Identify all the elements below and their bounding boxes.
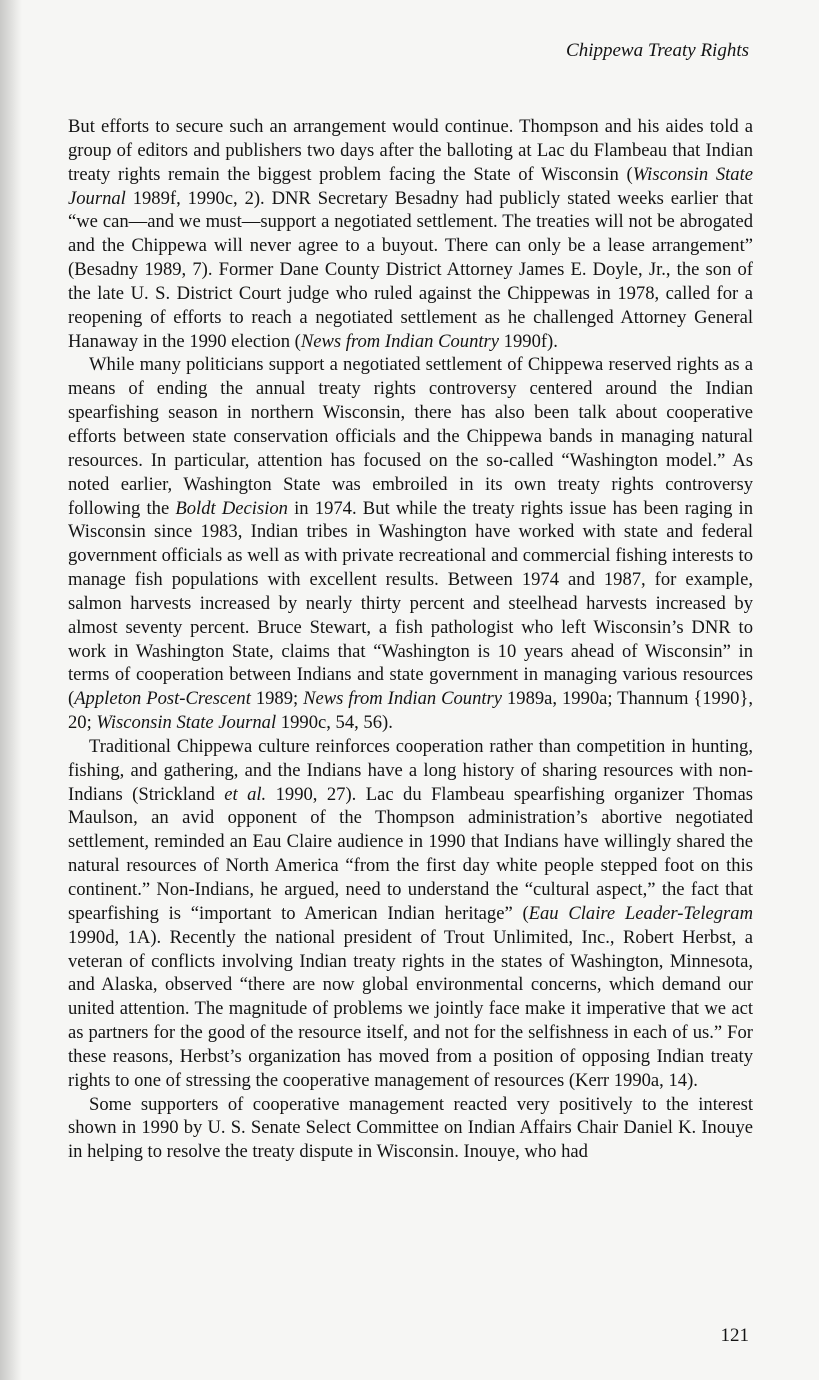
text-run: 1989a, 1990a; Thannum {1990}, 20; [68, 688, 754, 734]
italic-citation: News from Indian Country [300, 330, 500, 352]
italic-citation: Boldt Decision [175, 497, 288, 519]
paragraph [68, 353, 753, 735]
italic-citation: et al. [224, 783, 267, 805]
text-run: 1989f, 1990c, 2). DNR Secretary Besadny had publicly stated weeks earlier that “we can—and we must—support a negotiated settlement. The treaties will not be abrogated and the Chippewa will never agree to a buyout. There can only be a lease arrangement” (Besadny 1989, 7). Former Dane County District Attorney James E. Doyle, Jr., the son of the late U. S. District Court judge who ruled against the Chippewas in 1978, called for a reopening of efforts to reach a negotiated settlement as he challenged Attorney General Hanaway in the 1990 election ( [68, 187, 753, 352]
text-run: 1990, 27). Lac du Flambeau spearfishing organizer Thomas Maulson, an avid opponent of the Thompson administration’s abortive negotiated settlement, reminded an Eau Claire audience in 1990 that Indians have willingly shared the natural resources of North America “from the first day white people stepped foot on this continent.” Non-Indians, he argued, need to understand the “cultural aspect,” the fact that spearfishing is “important to American Indian heritage” ( [68, 783, 753, 924]
paragraph [68, 735, 753, 1093]
body-text [68, 115, 753, 1164]
italic-citation: Wisconsin State Journal [96, 712, 277, 734]
text-run: 1989; [250, 688, 304, 710]
italic-citation: Wisconsin State Journal [68, 163, 753, 209]
text-run: But efforts to secure such an arrangement would continue. Thompson and his aides told a group of editors and publishers two days after the balloting at Lac du Flambeau that Indian treaty rights remain the biggest problem facing the State of Wisconsin ( [68, 116, 753, 185]
italic-citation: Eau Claire Leader-Telegram [528, 902, 753, 924]
italic-citation: Appleton Post-Crescent [74, 688, 251, 710]
text-run: 1990d, 1A). Recently the national president of Trout Unlimited, Inc., Robert Herbst, a veteran of conflicts involving Indian treaty rights in the states of Washington, Minnesota, and Alaska, observed “there are now global environmental concerns, which demand our united attention. The magnitude of problems we jointly face make it imperative that we act as partners for the good of the resource itself, and not for the selfishness in each of us.” For these reasons, Herbst’s organization has moved from a position of opposing Indian treaty rights to one of stressing the cooperative management of resources (Kerr 1990a, 14). [68, 926, 753, 1091]
italic-citation: News from Indian Country [303, 688, 503, 710]
text-run: 1990c, 54, 56). [276, 712, 393, 734]
text-run: in 1974. But while the treaty rights issue has been raging in Wisconsin since 1983, Indian tribes in Washington have worked with state and federal government officials as well as with private recreational and commercial fishing interests to manage fish populations with excellent results. Between 1974 and 1987, for example, salmon harvests increased by nearly thirty percent and steelhead harvests increased by almost seventy percent. Bruce Stewart, a fish pathologist who left Wisconsin’s DNR to work in Washington State, claims that “Washington is 10 years ahead of Wisconsin” in terms of cooperation between Indians and state government in managing various resources ( [68, 497, 754, 710]
running-header: Chippewa Treaty Rights [566, 40, 749, 61]
text-run: 1990f). [499, 330, 558, 352]
text-run: While many politicians support a negotiated settlement of Chippewa reserved rights as a means of ending the annual treaty rights controversy centered around the Indian spearfishing season in northern Wisconsin, there has also been talk about cooperative efforts between state conservation officials and the Chippewa bands in managing natural resources. In particular, attention has focused on the so-called “Washington model.” As noted earlier, Washington State was embroiled in its own treaty rights controversy following the [68, 354, 753, 519]
page-number: 121 [720, 1325, 749, 1346]
text-run: Some supporters of cooperative management reacted very positively to the interest shown in 1990 by U. S. Senate Select Committee on Indian Affairs Chair Daniel K. Inouye in helping to resolve the treaty dispute in Wisconsin. Inouye, who had [68, 1093, 753, 1163]
text-run: Traditional Chippewa culture reinforces cooperation rather than competition in hunting, fishing, and gathering, and the Indians have a long history of sharing resources with non-Indians (Strickland [68, 735, 753, 805]
paragraph [68, 115, 753, 353]
page-gutter-shadow [0, 0, 22, 1380]
paragraph [68, 1093, 753, 1165]
